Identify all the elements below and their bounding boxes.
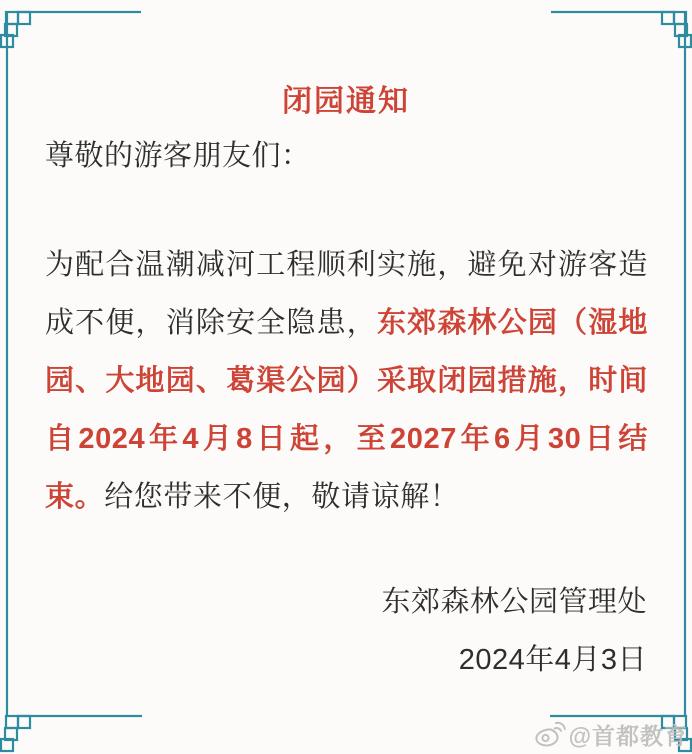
notice-line-5 [45, 468, 648, 526]
notice-body [45, 236, 648, 526]
signature-line: 东郊森林公园管理处 [381, 586, 647, 618]
notice-line-3 [45, 352, 648, 410]
notice-title: 闭园通知 [282, 85, 410, 118]
watermark [534, 718, 688, 751]
text-segment-red: 自2024年4月8日起，至2027年6月30日结 [45, 423, 648, 455]
text-segment: 成不便，消除安全隐患， [45, 307, 377, 339]
notice-line-4 [45, 410, 648, 468]
notice-line-1 [45, 236, 648, 294]
text-segment-red: 园、大地园、葛渠公园）采取闭园措施，时间 [45, 365, 648, 397]
watermark-handle: @首都教育 [568, 723, 688, 749]
notice-line-2 [45, 294, 648, 352]
text-segment: 给您带来不便，敬请谅解！ [104, 481, 460, 513]
text-segment: 为配合温潮减河工程顺利实施，避免对游客造 [45, 249, 648, 281]
greeting-line: 尊敬的游客朋友们： [45, 140, 311, 172]
date-line: 2024年4月3日 [458, 644, 647, 676]
weibo-icon [534, 721, 566, 748]
text-segment-red: 束。 [45, 481, 105, 513]
text-segment-red: 东郊森林公园（湿地 [376, 307, 648, 339]
